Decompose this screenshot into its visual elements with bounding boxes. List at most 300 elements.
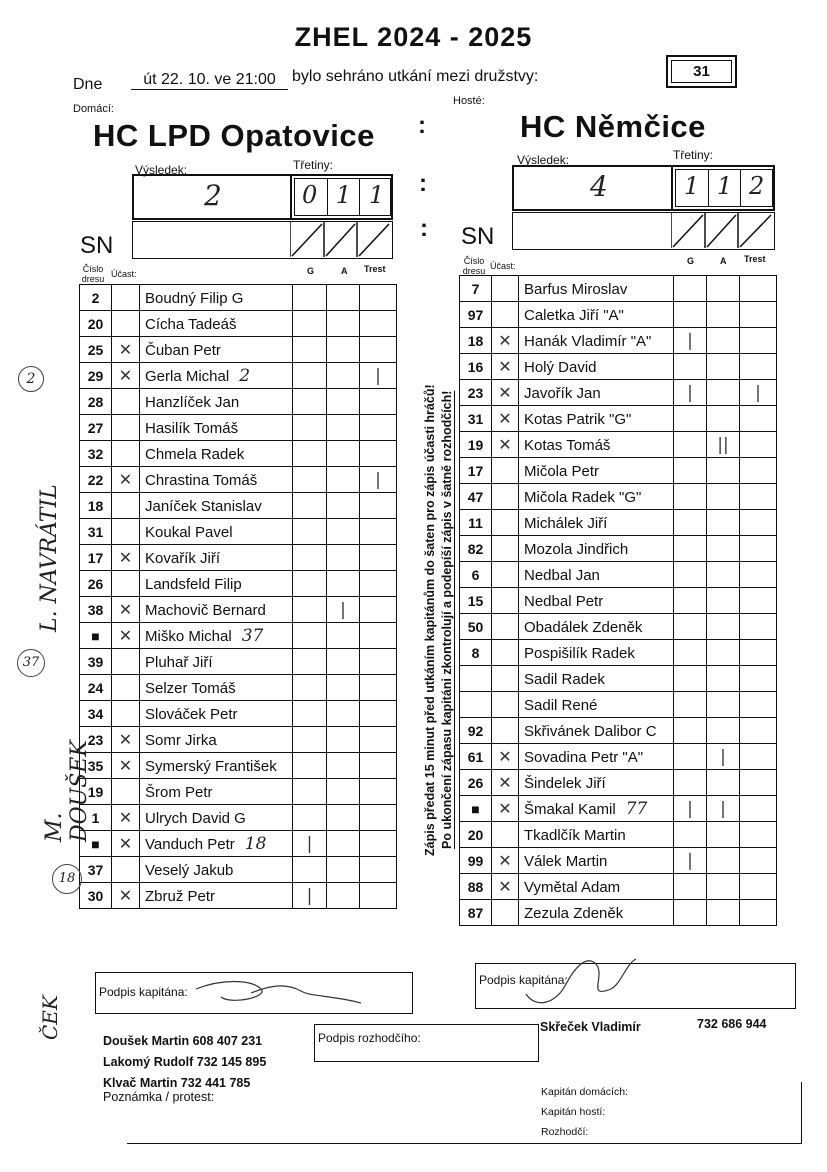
goals-cell[interactable] [293,779,327,805]
penalty-cell[interactable] [740,822,777,848]
assists-cell[interactable] [327,597,360,623]
participation-mark-text: ✕ [498,774,512,792]
assists-cell[interactable] [327,675,360,701]
goals-cell[interactable] [674,614,707,640]
goals-cell[interactable] [674,432,707,458]
penalty-cell[interactable] [360,701,397,727]
date-field[interactable]: út 22. 10. ve 21:00 [131,71,288,90]
penalty-cell[interactable] [360,363,397,389]
player-number[interactable] [460,380,492,406]
player-name-text: Slováček Petr [145,705,238,723]
penalty-cell[interactable] [740,510,777,536]
assists-cell[interactable] [707,276,740,302]
player-number[interactable] [80,519,112,545]
player-name-text: Hanzlíček Jan [145,393,240,411]
participation-mark[interactable] [112,831,140,857]
goals-cell[interactable] [674,692,707,718]
participation-mark[interactable] [492,536,519,562]
penalty-cell[interactable] [360,467,397,493]
penalty-cell[interactable] [360,441,397,467]
penalty-cell[interactable] [740,900,777,926]
participation-mark[interactable] [492,614,519,640]
assists-cell[interactable] [707,692,740,718]
participation-mark[interactable] [492,822,519,848]
assists-cell[interactable] [707,328,740,354]
goals-cell[interactable] [674,640,707,666]
penalty-cell[interactable] [740,484,777,510]
participation-mark[interactable] [492,406,519,432]
goals-cell[interactable] [293,363,327,389]
goals-cell[interactable] [674,536,707,562]
note-protest-field[interactable] [127,1082,802,1144]
participation-mark-text: ✕ [118,627,133,645]
assists-cell[interactable] [707,406,740,432]
assists-cell[interactable] [327,389,360,415]
goals-cell[interactable] [293,649,327,675]
assists-cell[interactable] [327,857,360,883]
match-number: 31 [671,60,732,83]
assists-cell[interactable] [707,640,740,666]
goals-cell[interactable] [674,302,707,328]
participation-mark[interactable] [492,276,519,302]
away-player-row [460,744,777,770]
away-score-cell[interactable] [514,167,673,209]
assists-cell[interactable] [327,753,360,779]
goals-cell[interactable] [293,571,327,597]
assists-cell[interactable] [707,380,740,406]
participation-mark[interactable] [112,363,140,389]
assists-cell[interactable] [707,770,740,796]
penalty-cell[interactable] [740,848,777,874]
goals-cell[interactable] [674,484,707,510]
player-number[interactable] [460,536,492,562]
player-name [140,701,293,727]
assists-cell[interactable] [327,415,360,441]
penalty-cell[interactable] [740,406,777,432]
player-number[interactable] [460,432,492,458]
participation-mark[interactable] [492,874,519,900]
assists-cell[interactable] [707,666,740,692]
assists-cell[interactable] [327,363,360,389]
participation-mark[interactable] [492,796,519,822]
player-number-text: 87 [467,904,484,921]
goals-cell-text: | [306,833,313,854]
player-number[interactable] [80,389,112,415]
penalty-cell[interactable] [360,285,397,311]
participation-mark[interactable] [112,805,140,831]
penalty-cell[interactable] [360,623,397,649]
goals-cell[interactable] [674,458,707,484]
goals-cell[interactable] [674,562,707,588]
player-number[interactable] [460,874,492,900]
participation-mark[interactable] [492,432,519,458]
goals-cell[interactable] [293,753,327,779]
penalty-cell[interactable] [360,805,397,831]
assists-cell[interactable] [327,337,360,363]
player-number[interactable] [460,770,492,796]
assists-cell[interactable] [327,467,360,493]
participation-mark[interactable] [112,857,140,883]
participation-mark-text: ✕ [498,436,512,454]
captain-away-label: Kapitán hostí: [541,1106,606,1118]
goals-cell[interactable] [293,545,327,571]
goals-cell[interactable] [293,701,327,727]
player-number[interactable] [80,493,112,519]
assists-cell[interactable] [707,718,740,744]
penalty-cell[interactable] [740,874,777,900]
participation-mark-text: ✕ [118,341,133,359]
player-number[interactable] [460,640,492,666]
penalty-cell[interactable] [360,337,397,363]
player-number[interactable] [460,848,492,874]
penalty-cell[interactable] [740,796,777,822]
goals-cell[interactable] [293,389,327,415]
assists-cell[interactable] [707,484,740,510]
participation-mark[interactable] [492,328,519,354]
penalty-cell[interactable] [740,692,777,718]
player-number[interactable] [460,484,492,510]
player-number-text: 97 [467,306,484,323]
assists-cell[interactable] [327,727,360,753]
penalty-cell[interactable] [740,328,777,354]
participation-mark[interactable] [492,848,519,874]
referee-sign-box[interactable] [314,1024,539,1062]
player-name-text: Janíček Stanislav [145,497,262,515]
goals-cell[interactable] [674,770,707,796]
participation-mark[interactable] [112,779,140,805]
away-sn-box[interactable] [512,212,775,250]
away-period-1: 1 [684,172,700,200]
away-player-row [460,484,777,510]
penalty-cell[interactable] [740,458,777,484]
participation-mark[interactable] [492,692,519,718]
home-player-row [80,467,397,493]
player-number[interactable] [460,666,492,692]
player-number-text: 17 [87,549,104,566]
home-result-box [132,174,393,220]
participation-mark[interactable] [112,753,140,779]
goals-cell[interactable] [293,883,327,909]
goals-cell[interactable] [293,675,327,701]
participation-mark-text: ✕ [118,757,133,775]
player-number[interactable] [460,692,492,718]
penalty-cell[interactable] [740,380,777,406]
referee-name: Skřeček Vladimír [540,1020,641,1034]
assists-cell[interactable] [327,519,360,545]
assists-cell[interactable] [327,831,360,857]
away-player-row [460,328,777,354]
assists-cell[interactable] [327,779,360,805]
player-number[interactable] [80,649,112,675]
participation-mark[interactable] [492,666,519,692]
assists-cell[interactable] [327,883,360,909]
player-name-text: Barfus Miroslav [524,280,628,298]
participation-mark[interactable] [112,623,140,649]
player-number[interactable] [80,441,112,467]
goals-cell[interactable] [674,874,707,900]
participation-mark[interactable] [492,770,519,796]
participation-mark[interactable] [112,597,140,623]
player-number-text: 50 [467,618,484,635]
penalty-cell[interactable] [360,675,397,701]
assists-cell[interactable] [707,302,740,328]
player-number[interactable] [80,545,112,571]
player-number[interactable] [80,363,112,389]
home-periods-label: Třetiny: [293,158,334,172]
assists-cell[interactable] [327,311,360,337]
participation-mark[interactable] [492,744,519,770]
participation-mark[interactable] [492,302,519,328]
goals-cell[interactable] [293,805,327,831]
player-number[interactable] [80,597,112,623]
away-periods-cell[interactable] [675,169,773,207]
player-number[interactable] [460,900,492,926]
home-player-row [80,623,397,649]
penalty-cell[interactable] [360,649,397,675]
player-number[interactable] [460,354,492,380]
penalty-cell[interactable] [360,857,397,883]
player-number[interactable] [460,614,492,640]
player-number[interactable] [460,718,492,744]
goals-cell[interactable] [293,285,327,311]
assists-cell[interactable] [707,874,740,900]
penalty-cell[interactable] [360,753,397,779]
assists-cell[interactable] [327,649,360,675]
assists-cell[interactable] [327,493,360,519]
player-name-text: Miško Michal [145,627,232,645]
penalty-cell[interactable] [360,831,397,857]
player-number[interactable] [80,857,112,883]
goals-cell[interactable] [293,597,327,623]
player-number[interactable] [80,311,112,337]
goals-cell[interactable] [674,744,707,770]
participation-mark[interactable] [492,588,519,614]
penalty-cell[interactable] [740,588,777,614]
participation-mark[interactable] [112,389,140,415]
player-name [519,770,674,796]
home-captain-sign-box[interactable] [95,972,413,1014]
participation-mark[interactable] [492,458,519,484]
assists-cell[interactable] [327,571,360,597]
participation-mark[interactable] [112,649,140,675]
assists-cell[interactable] [327,805,360,831]
player-number[interactable] [460,588,492,614]
goals-cell[interactable] [674,588,707,614]
participation-mark[interactable] [112,545,140,571]
assists-cell[interactable] [707,432,740,458]
goals-cell[interactable] [293,311,327,337]
player-number-text: 11 [468,514,483,531]
goals-cell[interactable] [293,467,327,493]
participation-mark-text: ✕ [498,748,512,766]
home-period-3: 1 [369,181,385,209]
assists-cell[interactable] [707,458,740,484]
assists-cell[interactable] [327,441,360,467]
participation-mark[interactable] [112,727,140,753]
participation-mark[interactable] [112,311,140,337]
participation-mark[interactable] [492,354,519,380]
penalty-cell[interactable] [360,389,397,415]
participation-mark[interactable] [112,675,140,701]
participation-mark[interactable] [112,441,140,467]
player-number[interactable] [460,276,492,302]
away-player-row [460,302,777,328]
participation-mark[interactable] [492,562,519,588]
player-number[interactable] [460,302,492,328]
participation-mark[interactable] [492,900,519,926]
assists-cell[interactable] [707,614,740,640]
penalty-cell[interactable] [360,597,397,623]
goals-cell[interactable] [293,441,327,467]
participation-mark[interactable] [112,571,140,597]
player-number-text: 88 [467,878,484,895]
goals-cell[interactable] [674,406,707,432]
player-number[interactable] [460,510,492,536]
away-captain-sign-box[interactable] [475,963,796,1009]
home-periods-cell[interactable] [294,178,391,216]
player-number[interactable] [80,623,112,649]
participation-mark[interactable] [492,718,519,744]
home-player-row [80,571,397,597]
penalty-cell[interactable] [740,276,777,302]
player-number[interactable] [80,571,112,597]
participation-mark[interactable] [112,519,140,545]
home-score-cell[interactable] [134,176,292,218]
player-number[interactable] [80,675,112,701]
assists-cell[interactable] [327,285,360,311]
match-sentence: bylo sehráno utkání mezi družstvy: [292,68,539,85]
goals-cell[interactable] [674,848,707,874]
penalty-cell[interactable] [360,779,397,805]
home-player-row [80,779,397,805]
player-name-text: Zezula Zdeněk [524,904,624,922]
player-number[interactable] [460,458,492,484]
player-number[interactable] [460,822,492,848]
goals-cell[interactable] [674,380,707,406]
center-note-pre-match: Zápis předat 15 minut před utkáním kapitánům do šaten pro zápis účasti hráčů! [423,384,437,856]
assists-cell[interactable] [707,510,740,536]
assists-cell[interactable] [707,796,740,822]
penalty-cell[interactable] [360,571,397,597]
participation-mark[interactable] [112,701,140,727]
away-player-row [460,692,777,718]
player-number[interactable] [80,337,112,363]
goals-cell[interactable] [293,857,327,883]
assists-cell[interactable] [707,900,740,926]
participation-mark[interactable] [112,337,140,363]
assists-cell[interactable] [327,701,360,727]
penalty-cell[interactable] [360,883,397,909]
penalty-cell[interactable] [740,744,777,770]
participation-mark[interactable] [492,484,519,510]
goals-cell[interactable] [674,666,707,692]
penalty-cell[interactable] [740,432,777,458]
player-number[interactable] [460,328,492,354]
player-number[interactable] [80,415,112,441]
assists-cell[interactable] [707,822,740,848]
penalty-cell[interactable] [360,311,397,337]
assists-cell[interactable] [327,623,360,649]
player-name-text: Vymětal Adam [524,878,621,896]
participation-mark[interactable] [112,285,140,311]
penalty-cell[interactable] [740,614,777,640]
goals-cell[interactable] [293,831,327,857]
participation-mark[interactable] [492,380,519,406]
penalty-cell[interactable] [740,354,777,380]
assists-cell[interactable] [707,744,740,770]
goals-cell[interactable] [674,328,707,354]
penalty-cell[interactable] [740,718,777,744]
goals-cell[interactable] [293,493,327,519]
penalty-cell[interactable] [740,666,777,692]
goals-cell[interactable] [293,415,327,441]
penalty-cell[interactable] [360,415,397,441]
penalty-cell[interactable] [360,493,397,519]
player-name-text: Cícha Tadeáš [145,315,237,333]
player-number[interactable] [460,796,492,822]
away-col-g: G [687,256,695,266]
player-number[interactable] [460,744,492,770]
participation-mark[interactable] [492,640,519,666]
penalty-cell[interactable] [740,770,777,796]
goals-cell[interactable] [674,822,707,848]
away-player-row [460,874,777,900]
player-number[interactable] [80,883,112,909]
assists-cell[interactable] [707,536,740,562]
goals-cell[interactable] [293,519,327,545]
assists-cell[interactable] [707,562,740,588]
goals-cell[interactable] [293,623,327,649]
penalty-cell[interactable] [740,302,777,328]
assists-cell[interactable] [707,588,740,614]
goals-cell[interactable] [674,510,707,536]
player-name [140,753,293,779]
goals-cell[interactable] [674,796,707,822]
home-sn-box[interactable] [132,221,393,259]
assists-cell[interactable] [707,354,740,380]
penalty-cell[interactable] [740,562,777,588]
participation-mark[interactable] [112,493,140,519]
participation-mark-text: ✕ [118,367,133,385]
player-number[interactable] [460,406,492,432]
player-number[interactable] [460,562,492,588]
penalty-cell[interactable] [740,536,777,562]
player-name [140,857,293,883]
goals-cell[interactable] [674,900,707,926]
assists-cell[interactable] [327,545,360,571]
player-number-text: 20 [87,315,104,332]
penalty-cell[interactable] [360,727,397,753]
goals-cell[interactable] [293,337,327,363]
goals-cell[interactable] [293,727,327,753]
goals-cell[interactable] [674,354,707,380]
player-number[interactable] [80,467,112,493]
match-number-box [666,55,737,88]
player-number-text: 26 [467,774,484,791]
goals-cell[interactable] [674,718,707,744]
penalty-cell[interactable] [740,640,777,666]
goals-cell[interactable] [674,276,707,302]
participation-mark[interactable] [112,467,140,493]
penalty-cell[interactable] [360,545,397,571]
participation-mark[interactable] [492,510,519,536]
penalty-cell[interactable] [360,519,397,545]
participation-mark[interactable] [112,883,140,909]
player-number-text: ■ [471,800,480,817]
player-number[interactable] [80,285,112,311]
participation-mark[interactable] [112,415,140,441]
assists-cell[interactable] [707,848,740,874]
